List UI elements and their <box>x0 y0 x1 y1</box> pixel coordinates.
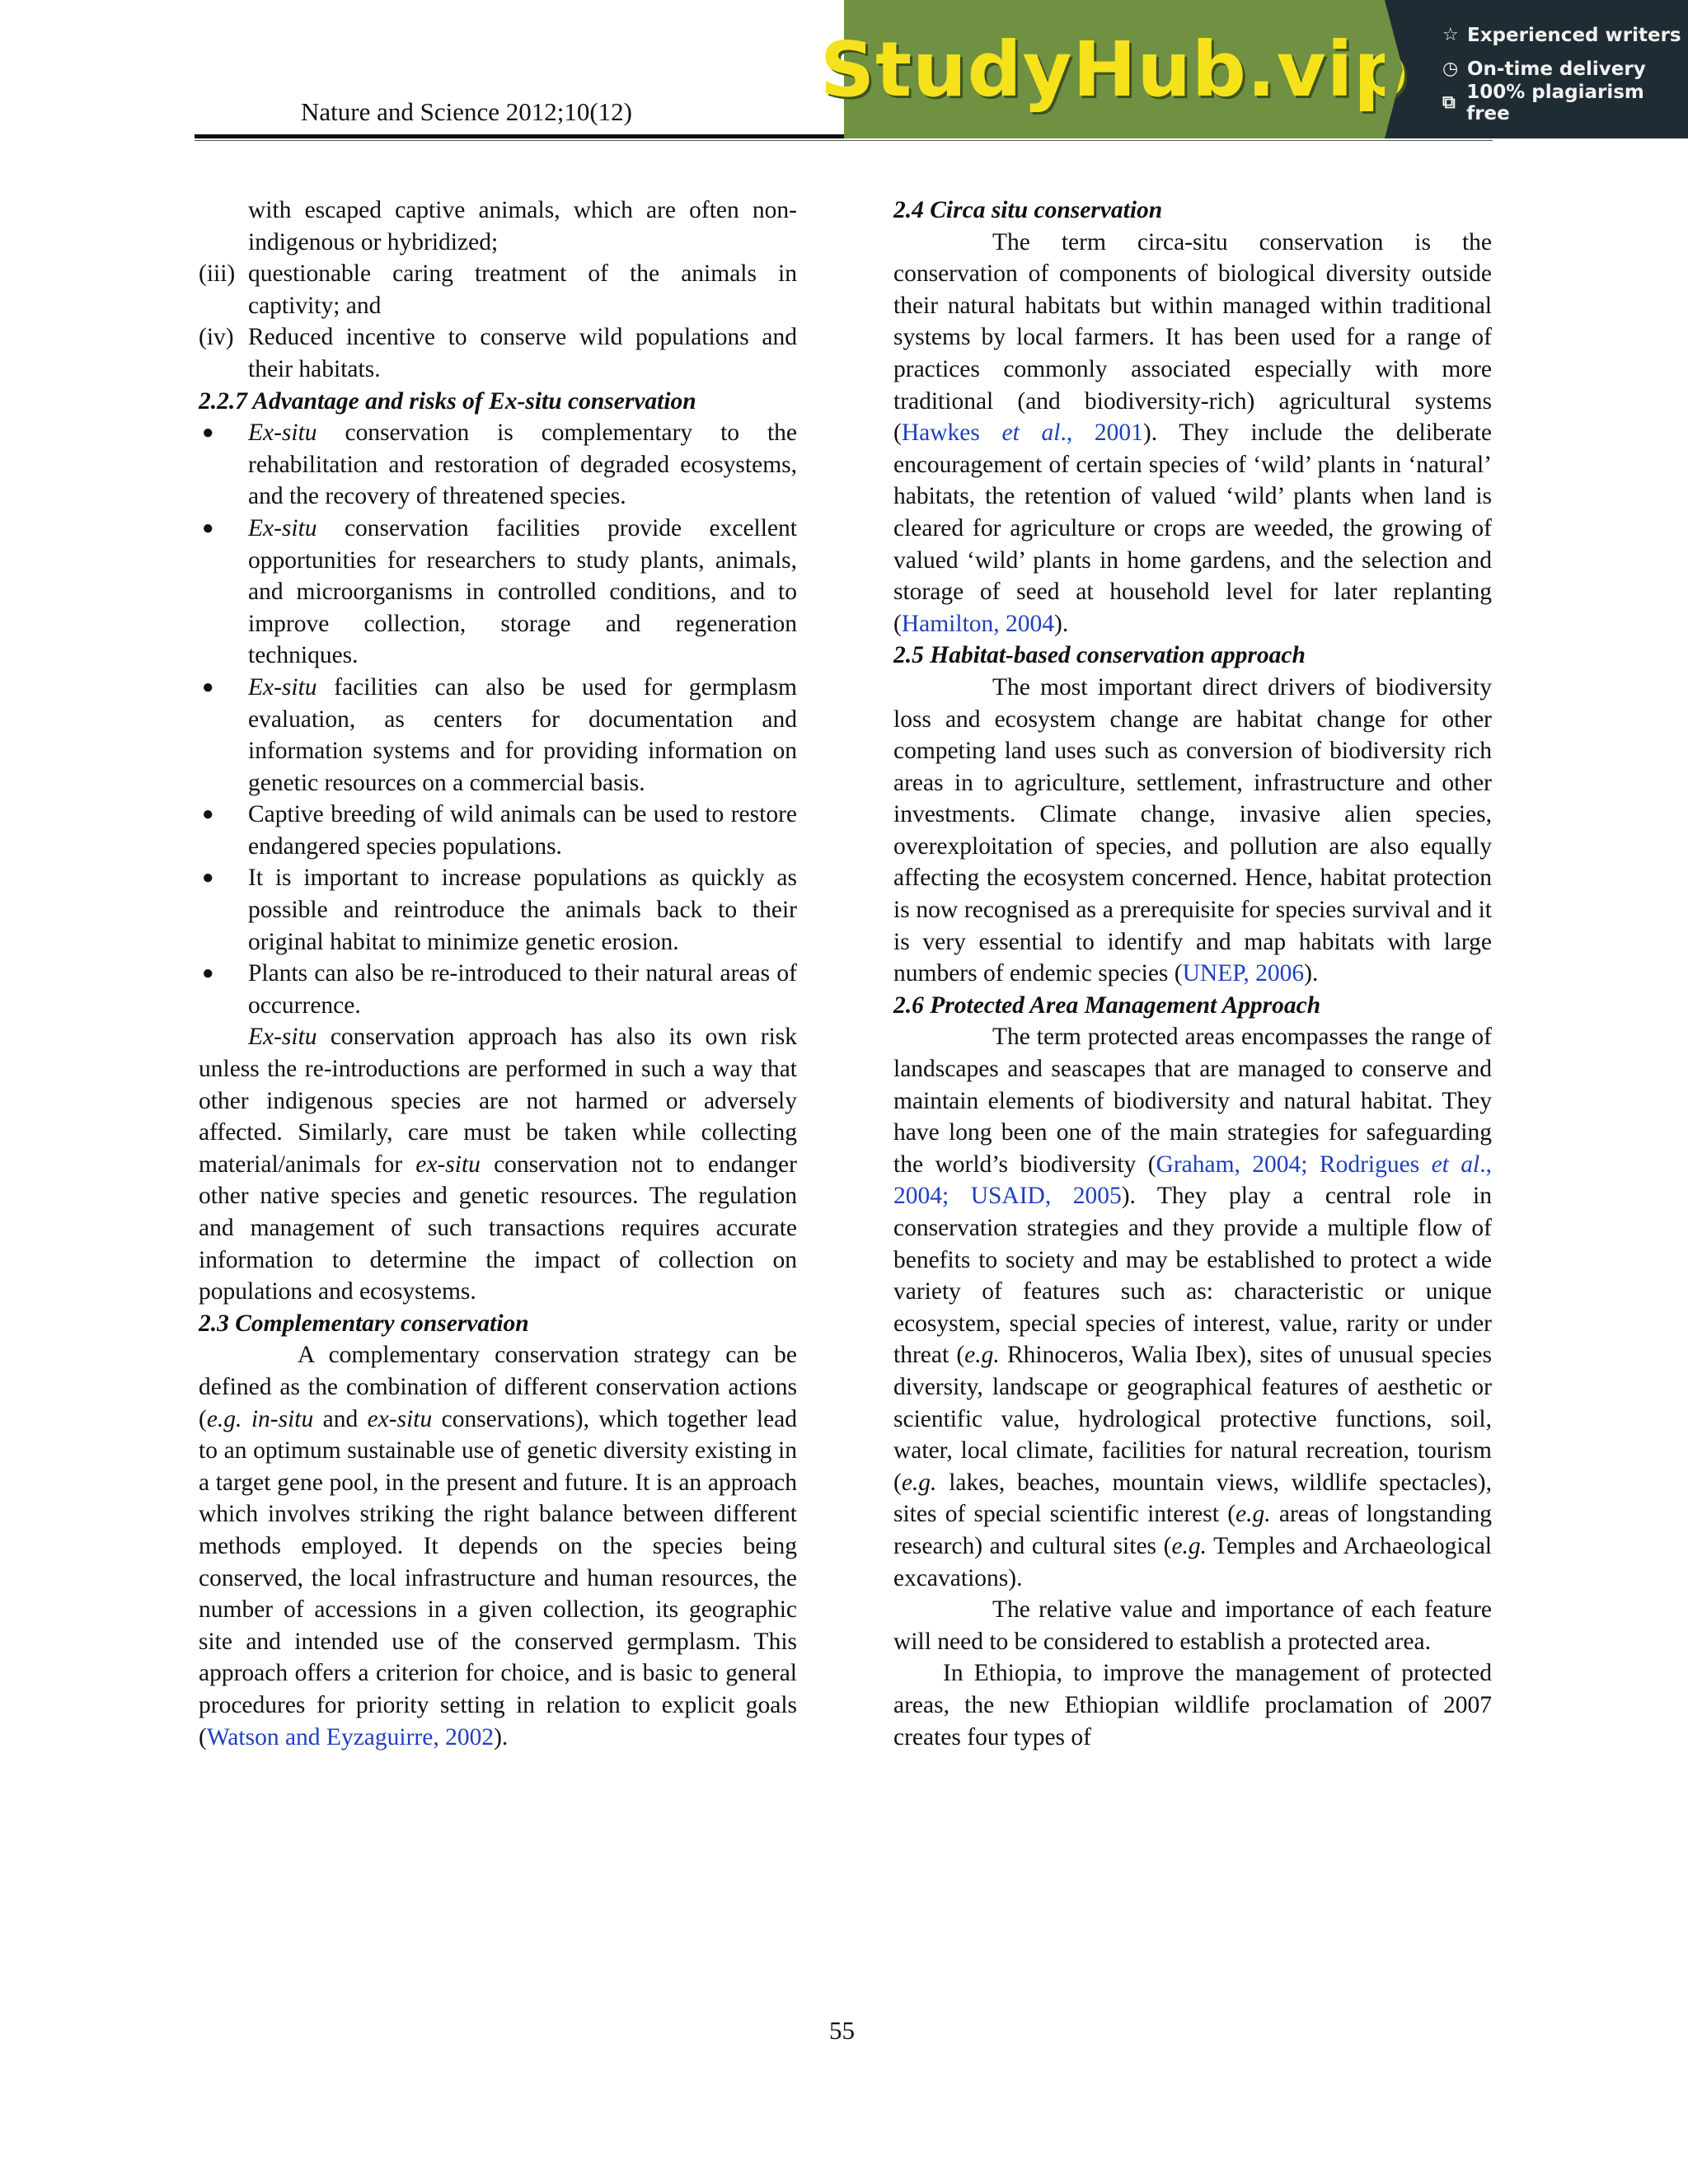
heading-2-5: 2.5 Habitat-based conservation approach <box>893 642 1306 669</box>
bullet-text: Ex-situ conservation facilities provide excellent opportunities for researchers to study plants, animals, and microorganisms in controlled conditions, and to improve collection, storage and regeneration techniques. <box>248 514 797 669</box>
feature-label: 100% plagiarism free <box>1466 81 1644 124</box>
banner-features <box>1385 0 1688 138</box>
brand-logo[interactable]: StudyHub.vip <box>819 25 1409 114</box>
heading-2-3: 2.3 Complementary conservation <box>199 1310 529 1337</box>
bullet-text: It is important to increase populations as quickly as possible and reintroduce the animals back to their original habitat to minimize genetic erosion. <box>248 865 797 955</box>
paragraph-ethiopia: In Ethiopia, to improve the management of protected areas, the new Ethiopian wildlife proclamation of 2007 creates four types of <box>893 1660 1492 1750</box>
list-number: (iv) <box>199 324 234 351</box>
paragraph-complementary: A complementary conservation strategy can be defined as the combination of different conservation actions (e.g. in-situ and ex-situ conservations), which together lead to an optimum sustainable use of genetic diversity existing in a target gene pool, in the present and future. It is an approach which involves striking the right balance between different methods employed. It depends on the species being conserved, the local infrastructure and human resources, the number of accessions in a given collection, its geographic site and intended use of the conserved germplasm. This approach offers a criterion for choice, and is basic to general procedures for priority setting in relation to explicit goals (Watson and Eyzaguirre, 2002). <box>199 1342 798 1750</box>
list-text: questionable caring treatment of the animals in captivity; and <box>248 260 797 319</box>
feature-plagiarism <box>1442 81 1688 124</box>
list-item-iv <box>199 321 797 385</box>
list-number: (iii) <box>199 260 236 288</box>
journal-title: Nature and Science 2012;10(12) <box>301 97 633 126</box>
heading-2-2-7: 2.2.7 Advantage and risks of Ex-situ conservation <box>199 387 696 415</box>
bullet-icon: ● <box>202 422 214 444</box>
paragraph-circa-situ: The term circa-situ conservation is the conservation of components of biological diversity outside their natural habitats but within managed within traditional systems by local farmers. It has been used for a range of practices commonly associated especially with more traditional (and biodiversity-rich) agricultural systems (Hawkes et al., 2001). They include the deliberate encouragement of certain species of ‘wild’ plants in ‘natural’ habitats, the retention of valued ‘wild’ plants when land is cleared for agriculture or crops are weeded, the growing of valued ‘wild’ plants in home gardens, and the selection and storage of seed at household level for later replanting (Hamilton, 2004). <box>893 228 1492 637</box>
feature-experienced <box>1442 18 1688 52</box>
bullet-item <box>199 672 797 799</box>
copy-icon: ⧉ <box>1442 92 1456 113</box>
citation-link[interactable]: Watson and Eyzaguirre, 2002 <box>206 1723 495 1750</box>
paragraph-exsitu-risk: Ex-situ conservation approach has also its own risk unless the re-introductions are performed in such a way that other indigenous species are not harmed or adversely affected. Similarly, care must be taken while collecting material/animals for ex-situ conservation not to endanger other native species and genetic resources. The regulation and management of such transactions requires accurate information to determine the impact of collection on populations and ecosystems. <box>199 1024 797 1305</box>
citation-link[interactable]: Hamilton, 2004 <box>901 610 1055 637</box>
clock-icon: ◷ <box>1442 59 1459 79</box>
left-column <box>199 194 797 1753</box>
bullet-icon: ● <box>202 963 214 985</box>
citation-link[interactable]: Hawkes et al., 2001 <box>901 419 1143 447</box>
header-rule-thin <box>195 140 1493 141</box>
studyhub-banner[interactable] <box>819 0 1688 138</box>
bullet-text: Captive breeding of wild animals can be used to restore endangered species populations. <box>248 801 797 860</box>
right-column <box>893 194 1492 1753</box>
bullet-icon: ● <box>202 517 214 539</box>
citation-link[interactable]: Graham, 2004; Rodrigues et al., 2004; USAID, 2005 <box>893 1151 1492 1210</box>
banner-brand-panel[interactable] <box>819 0 1409 138</box>
list-item-iii <box>199 258 797 321</box>
bullet-item <box>199 958 797 1021</box>
bullet-icon: ● <box>202 804 214 826</box>
heading-2-4: 2.4 Circa situ conservation <box>893 197 1163 223</box>
citation-link[interactable]: UNEP, 2006 <box>1182 960 1305 987</box>
advantages-list <box>199 417 797 1021</box>
feature-label: On-time delivery <box>1467 58 1646 80</box>
bullet-text: Plants can also be re-introduced to their natural areas of occurrence. <box>248 960 797 1019</box>
paragraph-relative-value: The relative value and importance of each feature will need to be considered to establish a protected area. <box>893 1596 1492 1655</box>
bullet-item <box>199 862 797 958</box>
page-number: 55 <box>829 2016 855 2045</box>
paragraph-habitat: The most important direct drivers of biodiversity loss and ecosystem change are habitat change for other competing land uses such as conversion of biodiversity rich areas in to agriculture, settlement, infrastructure and other investments. Climate change, invasive alien species, overexploitation of species, and pollution are also equally affecting the ecosystem concerned. Hence, habitat protection is now recognised as a prerequisite for species survival and it is very essential to identify and map habitats with large numbers of endemic species (UNEP, 2006). <box>893 673 1492 987</box>
bullet-text: Ex-situ facilities can also be used for germplasm evaluation, as centers for documentation and information systems and for providing information on genetic resources on a commercial basis. <box>248 673 797 796</box>
star-icon: ☆ <box>1442 25 1459 45</box>
heading-2-6: 2.6 Protected Area Management Approach <box>893 991 1321 1019</box>
bullet-item <box>199 513 797 672</box>
bullet-item <box>199 417 797 513</box>
bullet-item <box>199 799 797 862</box>
feature-label: Experienced writers <box>1467 24 1681 46</box>
paragraph-protected-area: The term protected areas encompasses the range of landscapes and seascapes that are managed to conserve and maintain elements of biodiversity and natural habitat. They have long been one of the main strategies for safeguarding the world’s biodiversity (Graham, 2004; Rodrigues et al., 2004; USAID, 2005). They play a central role in conservation strategies and they provide a multiple flow of benefits to society and may be established to protect a wide variety of features such as: characteristic or unique ecosystem, special species of interest, value, rarity or under threat (e.g. Rhinoceros, Walia Ibex), sites of unusual species diversity, landscape or geographical features of aesthetic or scientific value, hydrological protective functions, soil, water, local climate, facilities for natural recreation, tourism (e.g. lakes, beaches, mountain views, wildlife spectacles), sites of special scientific interest (e.g. areas of longstanding research) and cultural sites (e.g. Temples and Archaeological excavations). <box>893 1024 1492 1591</box>
list-continuation: with escaped captive animals, which are often non-indigenous or hybridized; <box>248 197 797 255</box>
bullet-icon: ● <box>202 676 214 698</box>
bullet-icon: ● <box>202 867 214 889</box>
bullet-text: Ex-situ conservation is complementary to the rehabilitation and restoration of degraded ecosystems, and the recovery of threatened species. <box>248 419 797 510</box>
list-text: Reduced incentive to conserve wild populations and their habitats. <box>248 324 797 382</box>
